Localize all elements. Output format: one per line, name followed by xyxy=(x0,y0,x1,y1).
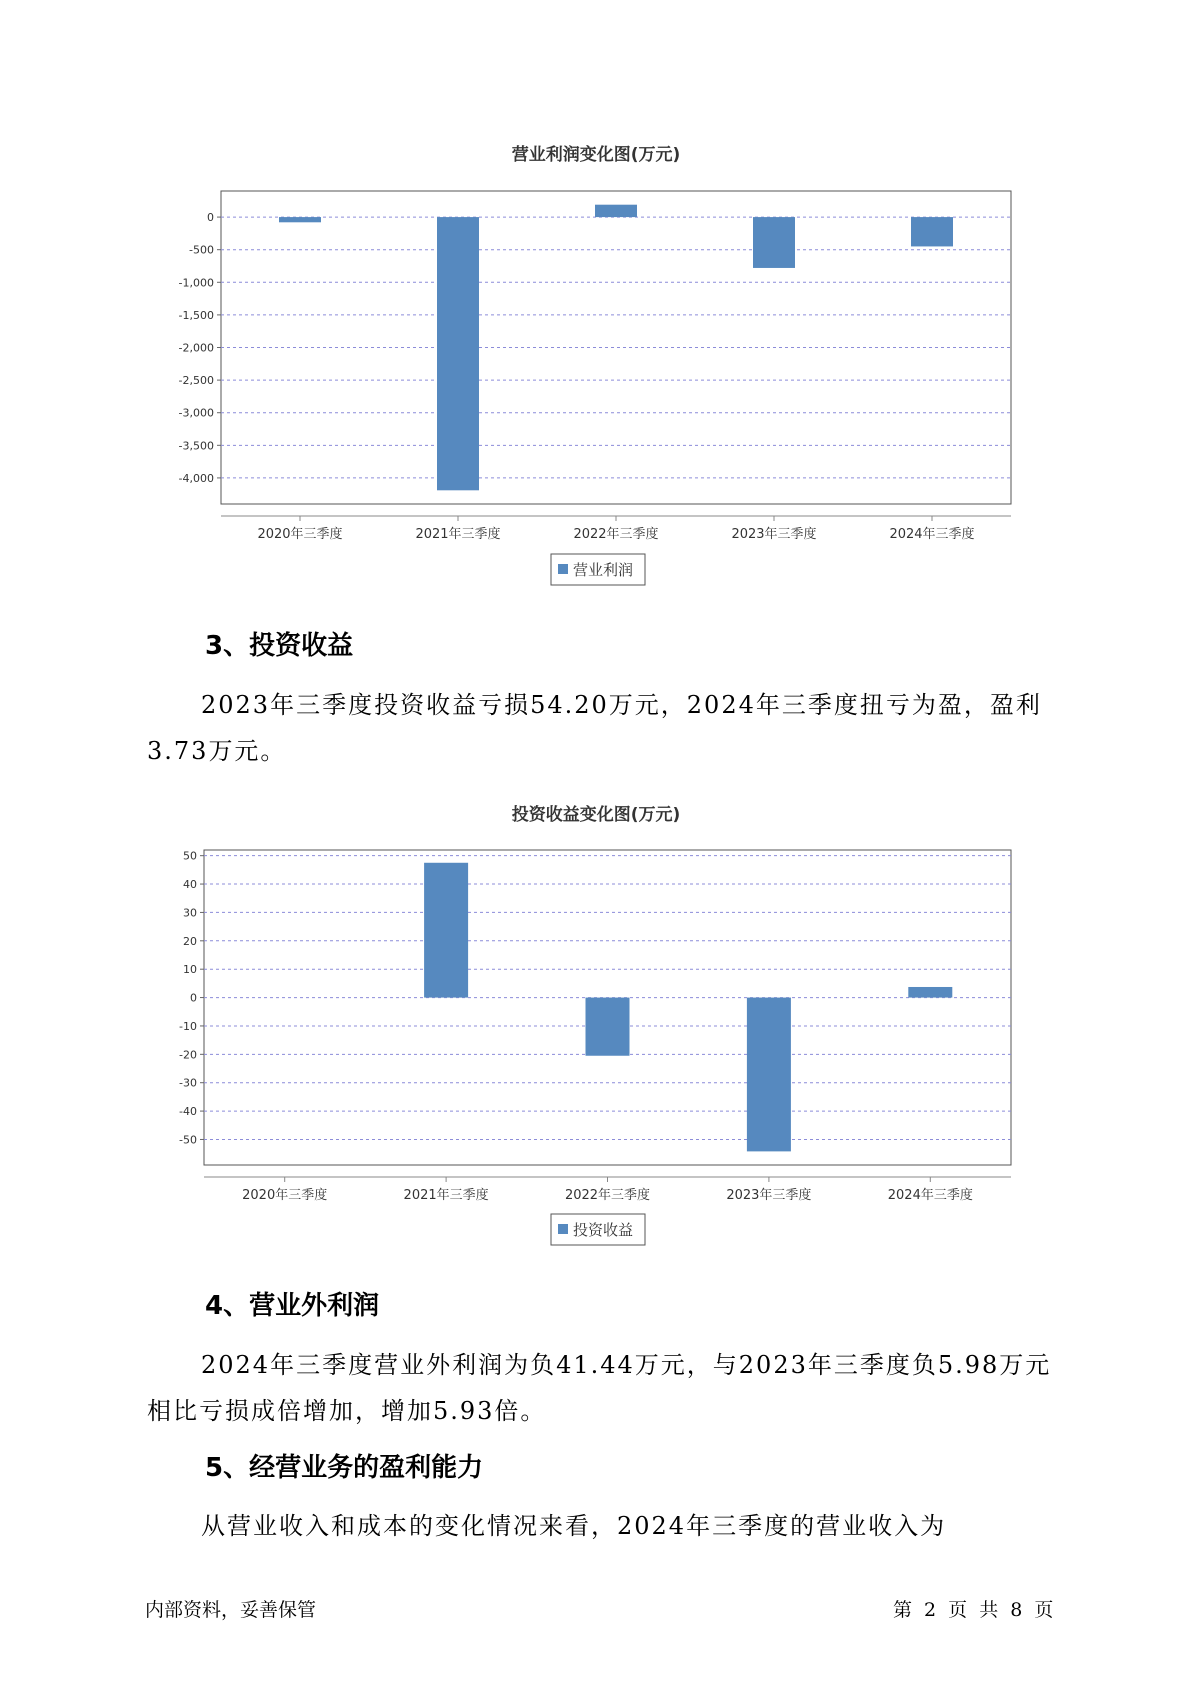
bar-4 xyxy=(747,998,791,1152)
y-tick-label: -2,500 xyxy=(178,374,214,388)
x-category-label: 2022年三季度 xyxy=(573,527,659,542)
y-tick-label: -30 xyxy=(179,1076,197,1090)
paragraph-investment-income xyxy=(147,682,1062,774)
y-tick-label: -50 xyxy=(179,1133,197,1147)
footer-confidential-note: 内部资料，妥善保管 xyxy=(145,1599,317,1621)
paragraph-profitability xyxy=(147,1503,1062,1549)
paragraph-line: 相比亏损成倍增加，增加5.93倍。 xyxy=(147,1397,547,1425)
y-tick-label: -2,000 xyxy=(178,341,214,355)
legend-label: 营业利润 xyxy=(573,561,634,579)
chart-title: 投资收益变化图(万元) xyxy=(511,805,681,825)
chart-title: 营业利润变化图(万元) xyxy=(511,145,681,165)
section-heading-profitability: 5、经营业务的盈利能力 xyxy=(205,1453,484,1483)
x-category-label: 2024年三季度 xyxy=(887,1188,973,1203)
paragraph-line: 2024年三季度营业外利润为负41.44万元，与2023年三季度负5.98万元 xyxy=(201,1351,1052,1379)
x-category-label: 2023年三季度 xyxy=(731,527,817,542)
legend xyxy=(551,1214,645,1245)
x-category-label: 2020年三季度 xyxy=(242,1188,328,1203)
x-category-label: 2024年三季度 xyxy=(889,527,975,542)
bar-3 xyxy=(595,205,637,217)
bar-1 xyxy=(279,217,321,222)
y-tick-label: -10 xyxy=(179,1019,197,1033)
bar-2 xyxy=(424,863,468,998)
y-tick-label: -4,000 xyxy=(178,471,214,485)
y-tick-label: 30 xyxy=(183,906,197,920)
footer-page-number: 第 2 页 共 8 页 xyxy=(893,1599,1054,1621)
y-tick-label: -1,000 xyxy=(178,276,214,290)
paragraph-non-operating-profit xyxy=(147,1342,1062,1434)
y-tick-label: 50 xyxy=(183,849,197,863)
operating-profit-chart-svg xyxy=(0,130,1191,600)
legend-label: 投资收益 xyxy=(573,1221,634,1239)
bar-5 xyxy=(908,987,952,998)
y-tick-label: -1,500 xyxy=(178,308,214,322)
bar-3 xyxy=(586,998,630,1056)
paragraph-line: 从营业收入和成本的变化情况来看，2024年三季度的营业收入为 xyxy=(201,1512,947,1540)
y-tick-label: 0 xyxy=(207,211,214,225)
bar-5 xyxy=(911,217,953,246)
x-category-label: 2021年三季度 xyxy=(415,527,501,542)
bar-4 xyxy=(753,217,795,268)
y-tick-label: 20 xyxy=(183,934,197,948)
section-heading-investment-income: 3、投资收益 xyxy=(205,631,354,661)
plot-area xyxy=(221,191,1011,504)
legend-swatch xyxy=(558,1224,568,1234)
paragraph-line: 2023年三季度投资收益亏损54.20万元，2024年三季度扭亏为盈，盈利 xyxy=(201,691,1042,719)
paragraph-line: 3.73万元。 xyxy=(147,737,287,765)
y-tick-label: -500 xyxy=(189,243,214,257)
x-category-label: 2020年三季度 xyxy=(257,527,343,542)
x-category-label: 2022年三季度 xyxy=(564,1188,651,1203)
y-tick-label: 0 xyxy=(190,991,197,1005)
x-category-label: 2023年三季度 xyxy=(726,1188,812,1203)
section-heading-non-operating-profit: 4、营业外利润 xyxy=(205,1291,380,1321)
legend xyxy=(551,554,645,585)
bar-2 xyxy=(437,217,479,490)
investment-income-chart-svg xyxy=(0,790,1191,1260)
investment-income-chart xyxy=(0,790,1191,1260)
legend-swatch xyxy=(558,564,568,574)
y-tick-label: 10 xyxy=(183,963,197,977)
y-tick-label: -3,500 xyxy=(178,439,214,453)
operating-profit-chart xyxy=(0,130,1191,600)
y-tick-label: -20 xyxy=(179,1048,197,1062)
y-tick-label: 40 xyxy=(183,878,197,892)
y-tick-label: -40 xyxy=(179,1105,197,1119)
x-category-label: 2021年三季度 xyxy=(403,1188,489,1203)
y-tick-label: -3,000 xyxy=(178,406,214,420)
